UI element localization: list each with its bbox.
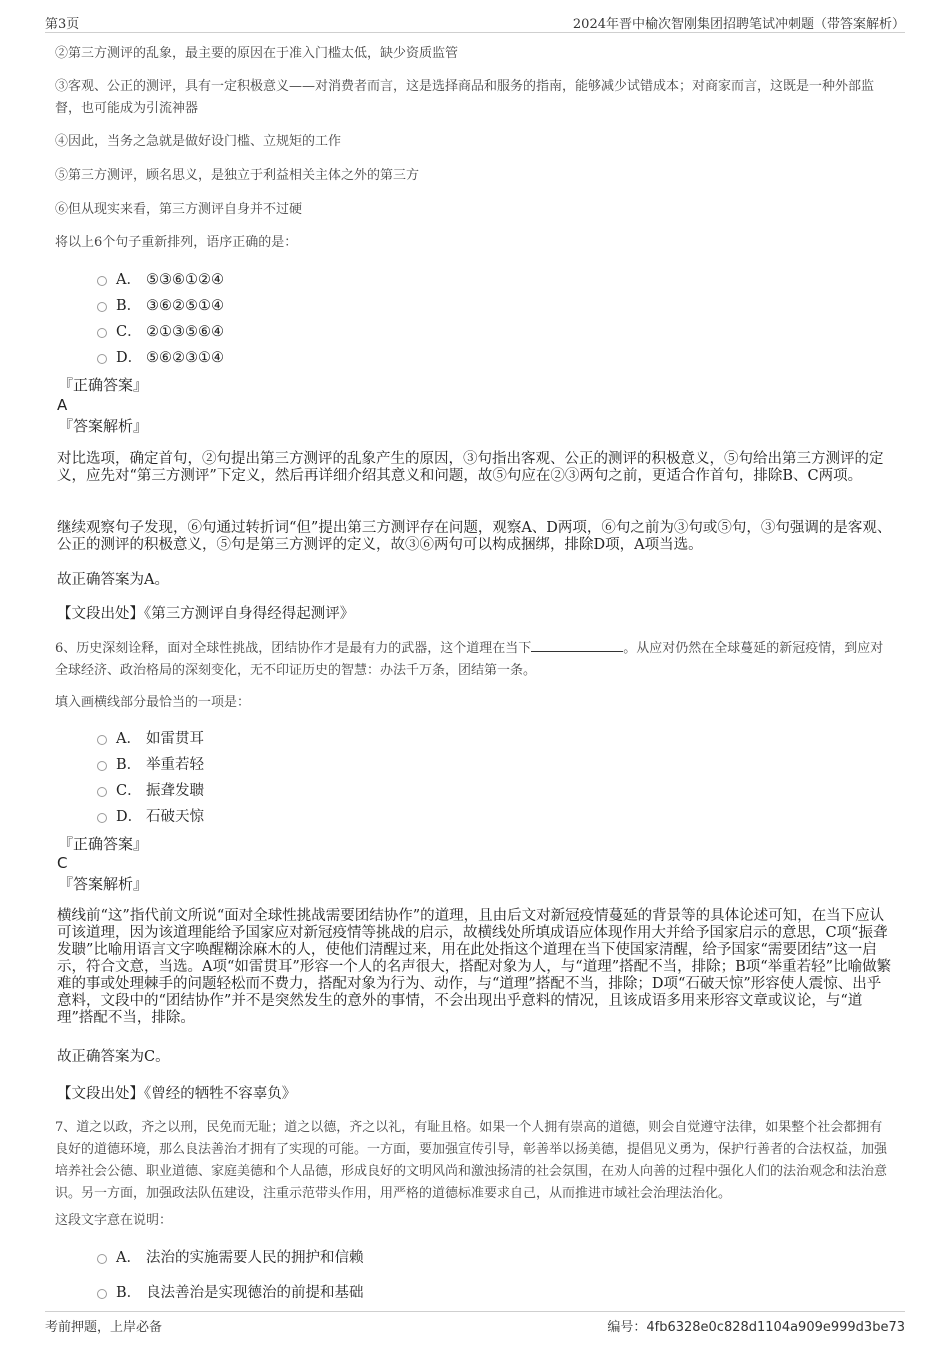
analysis-conclusion: 故正确答案为C。 xyxy=(57,1049,170,1065)
page-header xyxy=(45,10,905,33)
document-code: 编号：4fb6328e0c828d1104a909e999d3be73 xyxy=(607,1320,905,1335)
radio-icon[interactable] xyxy=(97,276,107,286)
page-footer xyxy=(45,1311,905,1336)
question-stem: 7、道之以政，齐之以刑，民免而无耻；道之以德，齐之以礼，有耻且格。如果一个人拥有崇高的道德，则会自觉遵守法律，如果整个社会都拥有良好的道德环境，那么良法善治才拥有了实现的可能。一方面，要加强宣传引导，彰善举以扬美德，提倡见义勇为，保护行善者的合法权益，加强培养社会公德、职业道德、家庭美德和个人品德，形成良好的文明风尚和激浊扬清的社会氛围，在劝人向善的过程中强化人们的法治观念和法治意识。另一方面，加强政法队伍建设，注重示范带头作用，用严格的道德标准要求自己，从而推进市域社会治理法治化。 xyxy=(55,1120,888,1201)
sentence-3: ③客观、公正的测评，具有一定积极意义——对消费者而言，这是选择商品和服务的指南，能够减少试错成本；对商家而言，这既是一种外部监督，也可能成为引流神器 xyxy=(55,79,875,116)
question-stem: 6、历史深刻诠释，面对全球性挑战，团结协作才是最有力的武器，这个道理在当下 。从应对仍然在全球蔓延的新冠疫情，到应对全球经济、政治格局的深刻变化，无不印证历史的智慧：办法千万条，团结第一条。 xyxy=(55,641,884,678)
radio-icon[interactable] xyxy=(97,735,107,745)
sentence-6: ⑥但从现实来看，第三方测评自身并不过硬 xyxy=(55,202,303,217)
option-c[interactable]: C． ②①③⑤⑥④ xyxy=(97,322,224,342)
analysis-conclusion: 故正确答案为A。 xyxy=(57,572,169,588)
analysis-paragraph: 横线前“这”指代前文所说“面对全球性挑战需要团结协作”的道理，且由后文对新冠疫情蔓延的背景等的具体论述可知，在当下应认可该道理，因为该道理能给予国家应对新冠疫情等挑战的启示，故横线处所填成语应体现作用大并给予国家启示的意思，C项“振聋发聩”比喻用语言文字唤醒糊涂麻木的人，使他们清醒过来，用在此处指这个道理在当下使国家清醒，给予国家“需要团结”这一启示，符合文意，当选。A项“如雷贯耳”形容一个人的名声很大，搭配对象为人，与“道理”搭配不当，排除；B项“举重若轻”比喻做繁难的事或处理棘手的问题轻松而不费力，搭配对象为行为、动作，与“道理”搭配不当，排除；D项“石破天惊”形容使人震惊、出乎意料，文段中的“团结协作”并不是突然发生的意外的事情，不会出现出乎意料的情况，且该成语多用来形容文章或议论，与“道理”搭配不当，排除。 xyxy=(57,908,892,1026)
option-d[interactable]: D． ⑤⑥②③①④ xyxy=(97,348,224,368)
option-text: ③⑥②⑤①④ xyxy=(146,298,224,314)
radio-icon[interactable] xyxy=(97,354,107,364)
correct-answer: C xyxy=(57,854,68,872)
radio-icon[interactable] xyxy=(97,1254,107,1264)
question-prompt: 将以上6个句子重新排列，语序正确的是： xyxy=(55,235,298,250)
footer-slogan: 考前押题，上岸必备 xyxy=(45,1320,163,1335)
source-citation: 【文段出处】《曾经的牺牲不容辜负》 xyxy=(57,1086,297,1102)
radio-icon[interactable] xyxy=(97,328,107,338)
option-a[interactable]: A． 法治的实施需要人民的拥护和信赖 xyxy=(97,1248,364,1268)
option-a[interactable]: A． ⑤③⑥①②④ xyxy=(97,270,224,290)
option-text: 振聋发聩 xyxy=(146,783,204,799)
sentence-5: ⑤第三方测评，顾名思义，是独立于利益相关主体之外的第三方 xyxy=(55,168,420,183)
document-title: 2024年晋中榆次智刚集团招聘笔试冲刺题（带答案解析） xyxy=(572,17,905,32)
radio-icon[interactable] xyxy=(97,761,107,771)
option-d[interactable]: D． 石破天惊 xyxy=(97,807,204,827)
radio-icon[interactable] xyxy=(97,813,107,823)
option-text: 举重若轻 xyxy=(146,757,204,773)
option-a[interactable]: A． 如雷贯耳 xyxy=(97,729,204,749)
option-text: 如雷贯耳 xyxy=(146,731,204,747)
analysis-label: 『答案解析』 xyxy=(58,875,149,893)
answer-label: 『正确答案』 xyxy=(58,376,149,394)
option-text: 法治的实施需要人民的拥护和信赖 xyxy=(146,1250,364,1266)
radio-icon[interactable] xyxy=(97,787,107,797)
fill-blank xyxy=(531,639,623,652)
answer-label: 『正确答案』 xyxy=(58,835,149,853)
analysis-paragraph: 对比选项，确定首句，②句提出第三方测评的乱象产生的原因，③句指出客观、公正的测评的积极意义，⑤句给出第三方测评的定义，应先对“第三方测评”下定义，然后再详细介绍其意义和问题，故⑤句应在②③两句之前，更适合作首句，排除B、C两项。 xyxy=(57,451,884,484)
source-citation: 【文段出处】《第三方测评自身得经得起测评》 xyxy=(57,606,355,622)
option-text: ⑤③⑥①②④ xyxy=(146,272,224,288)
option-b[interactable]: B． ③⑥②⑤①④ xyxy=(97,296,224,316)
correct-answer: A xyxy=(57,396,68,414)
option-text: ②①③⑤⑥④ xyxy=(146,324,224,340)
option-b[interactable]: B． 举重若轻 xyxy=(97,755,204,775)
option-text: 良法善治是实现德治的前提和基础 xyxy=(146,1285,364,1301)
radio-icon[interactable] xyxy=(97,1289,107,1299)
option-text: 石破天惊 xyxy=(146,809,204,825)
analysis-paragraph: 继续观察句子发现，⑥句通过转折词“但”提出第三方测评存在问题，观察A、D两项，⑥句之前为③句或⑤句，③句强调的是客观、公正的测评的积极意义，⑤句是第三方测评的定义，故③⑥两句可以构成捆绑，排除D项，A项当选。 xyxy=(57,520,892,553)
sentence-2: ②第三方测评的乱象，最主要的原因在于准入门槛太低，缺少资质监管 xyxy=(55,46,459,61)
radio-icon[interactable] xyxy=(97,302,107,312)
page-number: 第3页 xyxy=(45,17,80,32)
sentence-4: ④因此，当务之急就是做好设门槛、立规矩的工作 xyxy=(55,134,342,149)
option-c[interactable]: C． 振聋发聩 xyxy=(97,781,204,801)
option-text: ⑤⑥②③①④ xyxy=(146,350,224,366)
option-b[interactable]: B． 良法善治是实现德治的前提和基础 xyxy=(97,1283,364,1303)
analysis-label: 『答案解析』 xyxy=(58,417,149,435)
question-prompt: 填入画横线部分最恰当的一项是： xyxy=(55,695,251,710)
question-prompt: 这段文字意在说明： xyxy=(55,1213,173,1228)
